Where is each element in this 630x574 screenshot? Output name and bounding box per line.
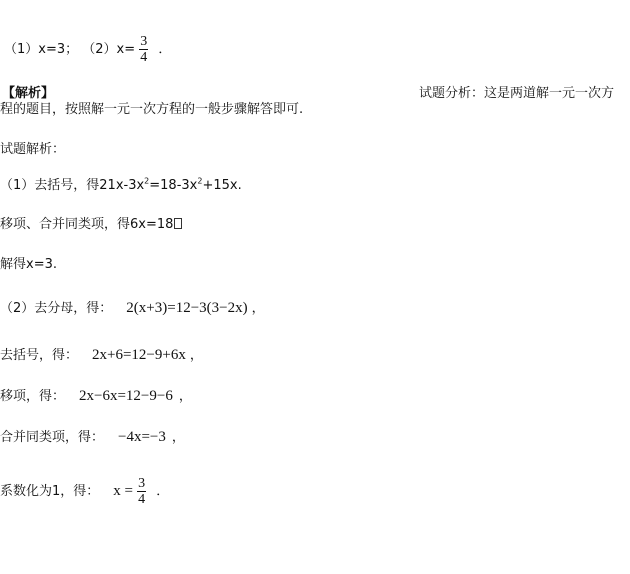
answer-part1: （1）x=3；	[4, 42, 79, 57]
fraction-denominator: 4	[140, 50, 148, 65]
part2-step4-end: ，	[171, 430, 185, 445]
answer-line	[4, 34, 171, 65]
part2-step5-label: 系数化为1，得：	[0, 484, 100, 499]
solution-title: 试题解析：	[0, 142, 66, 157]
part2-step5-lhs: x =	[113, 483, 133, 499]
part1-exp1: 2	[144, 176, 150, 186]
answer-part2-prefix: （2）x=	[82, 42, 136, 57]
part2-step5-numerator: 3	[138, 476, 146, 491]
part1-step2	[0, 217, 182, 233]
part2-step5-end: ．	[156, 484, 170, 499]
fraction-numerator: 3	[140, 34, 148, 49]
part2-step1	[0, 300, 265, 317]
part2-step5	[0, 474, 169, 509]
part2-step2	[0, 347, 203, 364]
part2-step5-fraction	[137, 476, 146, 507]
part2-step4	[0, 429, 185, 446]
part2-step4-math: −4x=−3	[118, 429, 166, 445]
part1-step1	[0, 178, 242, 194]
part1-step1-math-b: =18-3x	[149, 178, 198, 193]
part1-step1-math-a: 21x-3x	[99, 178, 145, 193]
part1-step1-label: （1）去括号，得	[0, 178, 100, 193]
part1-step1-math-c: +15x.	[202, 178, 242, 193]
part2-step3	[0, 388, 192, 405]
part2-step2-end: ，	[189, 348, 203, 363]
part2-step5-denominator: 4	[138, 492, 146, 507]
part1-step3: 解得x=3.	[0, 257, 57, 272]
part2-step2-math: 2x+6=12−9+6x	[92, 347, 186, 363]
part2-step1-math: 2(x+3)=12−3(3−2x)	[126, 300, 248, 316]
part2-step1-label: （2）去分母，得：	[0, 301, 113, 316]
analysis-text-right: 试题分析：这是两道解一元一次方	[419, 86, 615, 101]
answer-period: ．	[158, 42, 172, 57]
analysis-header: 【解析】	[2, 86, 55, 101]
part2-step1-end: ，	[251, 301, 265, 316]
answer-fraction	[139, 34, 148, 65]
part2-step3-math: 2x−6x=12−9−6	[79, 388, 173, 404]
part1-step2-text: 移项、合并同类项，得6x=18	[0, 217, 174, 232]
part2-step4-label: 合并同类项，得：	[0, 430, 105, 445]
missing-glyph-box-icon	[174, 218, 182, 229]
part2-step3-end: ，	[178, 389, 192, 404]
analysis-text-left: 程的题目，按照解一元一次方程的一般步骤解答即可.	[0, 102, 304, 117]
part2-step2-label: 去括号，得：	[0, 348, 79, 363]
part1-exp2: 2	[197, 176, 203, 186]
part2-step3-label: 移项，得：	[0, 389, 66, 404]
